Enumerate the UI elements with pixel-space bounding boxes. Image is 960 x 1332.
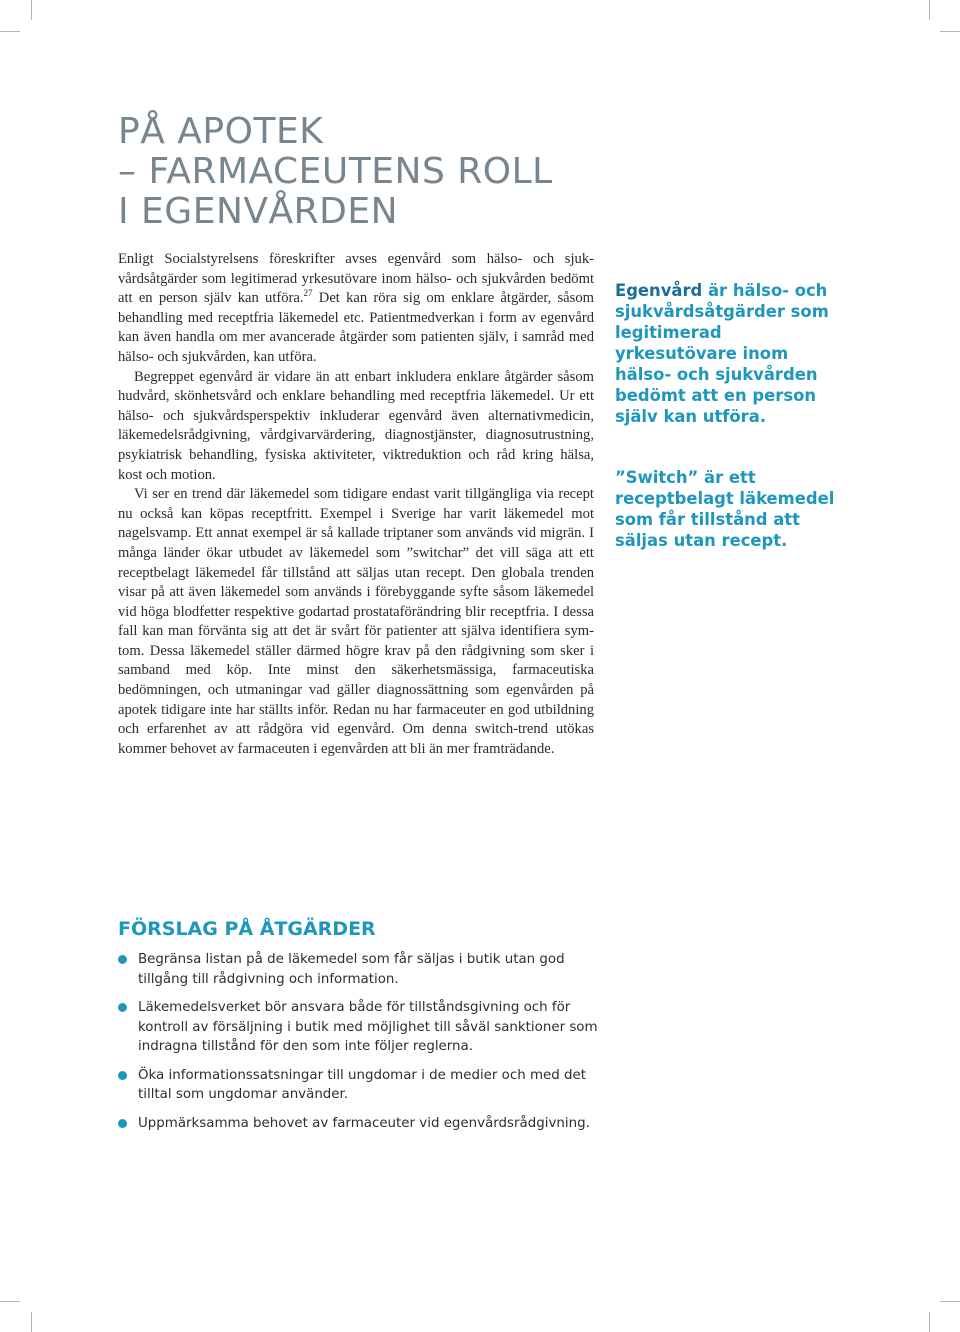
- section-heading: FÖRSLAG PÅ ÅTGÄRDER: [118, 918, 376, 940]
- title-line: PÅ APOTEK: [118, 111, 324, 152]
- page-title: [118, 112, 553, 232]
- proposal-item: [118, 950, 598, 989]
- bullet-dot-icon: [118, 955, 127, 964]
- pull-quote-lead: Egenvård: [615, 281, 703, 300]
- crop-mark-bottom-left-v: [31, 1312, 32, 1332]
- body-paragraph: Begreppet egenvård är vidare än att enbart inkludera enklare åtgärder såsom hudvård, skönhetsvård och enklare behandling med receptfria läkemedel. Ur ett hälso- och sjukvårdsperspektiv inkluderar egenvård även alternativmedicin, läkemedelsrådgivning, vårdgivarvärdering, diagnostjänster, diagnosutrustning, psykiatrisk behandling, fysiska aktiviteter, viktreduktion och råd kring hälsa, kost och motion.: [118, 368, 594, 483]
- crop-mark-top-left-v: [31, 0, 32, 20]
- title-line: I EGENVÅRDEN: [118, 191, 399, 232]
- bullet-dot-icon: [118, 1003, 127, 1012]
- crop-mark-bottom-left-h: [0, 1301, 20, 1302]
- proposal-text: Begränsa listan på de läkemedel som får säljas i butik utan god tillgång till rådgivning och information.: [138, 952, 565, 987]
- body-paragraph: Vi ser en trend där läkemedel som tidigare endast varit tillgängliga via recept nu också kan köpas receptfritt. Exempel i Sverige har varit läkemedel mot nagelsvamp. Ett annat exempel är så kallade triptaner som används vid migrän. I många länder ökar utbudet av läkemedel som ”switchar” det vill säga att ett receptbelagt läkemedel får tillstånd att säljas utan recept. Den globala trenden visar på att även läkemedel som används i förebyggande syfte såsom läkemedel vid höga blodfetter respektive godartad prostataförändring blir receptfria. I dessa fall kan man förvänta sig att det är svårt för patienter att själva identifiera symtom. Dessa läkemedel ställer därmed högre krav på den rådgivning som sker i samband med köp. Inte minst den säkerhetsmässiga, farmaceutiska bedömningen, och utmaningar vad gäller diagnossättning som egenvården på apotek tidigare inte har ställts inför. Redan nu har farmaceuter en god utbildning och erfarenhet av att rådgöra vid egenvård. Om denna switch-trend utökas kommer behovet av farmaceuten i egenvården att bli än mer framträdande.: [118, 486, 594, 757]
- footnote-ref: 27: [303, 288, 313, 299]
- proposal-item: [118, 1066, 598, 1105]
- proposal-list: [118, 950, 598, 1142]
- crop-mark-bottom-right-v: [929, 1312, 930, 1332]
- body-paragraph: [118, 250, 594, 368]
- crop-mark-bottom-right-h: [940, 1301, 960, 1302]
- proposal-text: Öka informationssatsningar till ungdomar i de medier och med det tilltal som ungdomar använder.: [138, 1067, 586, 1102]
- proposal-item: [118, 998, 598, 1057]
- body-paragraph-text: Det kan röra sig om enklare åtgärder, såsom behandling med receptfria läkemedel etc. Patientmedverkan i form av egenvård kan även handla om mer avancerade åtgärder som patienten själv, i samråd med hälso- och sjukvården, kan utföra.: [118, 290, 594, 365]
- proposal-item: [118, 1114, 598, 1134]
- pull-quote-text: är hälso- och sjukvårdsåtgärder som legitimerad yrkesutövare inom hälso- och sjukvården bedömt att en person själv kan utföra.: [615, 281, 829, 426]
- body-text: [118, 250, 594, 759]
- crop-mark-top-right-v: [929, 0, 930, 20]
- body-paragraph-text: Enligt Socialstyrelsens föreskrifter avses egenvård som hälso- och sjukvårdsåtgärder som legitimerad yrkesutövare inom hälso- och sjukvården bedömt att en person själv kan utföra.: [118, 251, 594, 307]
- pull-quote-switch: ”Switch” är ett receptbelagt läkemedel som får tillstånd att säljas utan recept.: [615, 468, 835, 550]
- title-line: – FARMACEUTENS ROLL: [118, 151, 553, 192]
- proposal-text: Uppmärksamma behovet av farmaceuter vid egenvårdsrådgivning.: [138, 1115, 590, 1131]
- bullet-dot-icon: [118, 1119, 127, 1128]
- bullet-dot-icon: [118, 1071, 127, 1080]
- crop-mark-top-right-h: [940, 31, 960, 32]
- proposal-text: Läkemedelsverket bör ansvara både för tillståndsgivning och för kontroll av försäljning i butik med möjlighet till såväl sanktioner som indragna tillstånd för den som inte följer reglerna.: [138, 1000, 598, 1054]
- crop-mark-top-left-h: [0, 31, 20, 32]
- pull-quote-egenvard: [615, 280, 845, 427]
